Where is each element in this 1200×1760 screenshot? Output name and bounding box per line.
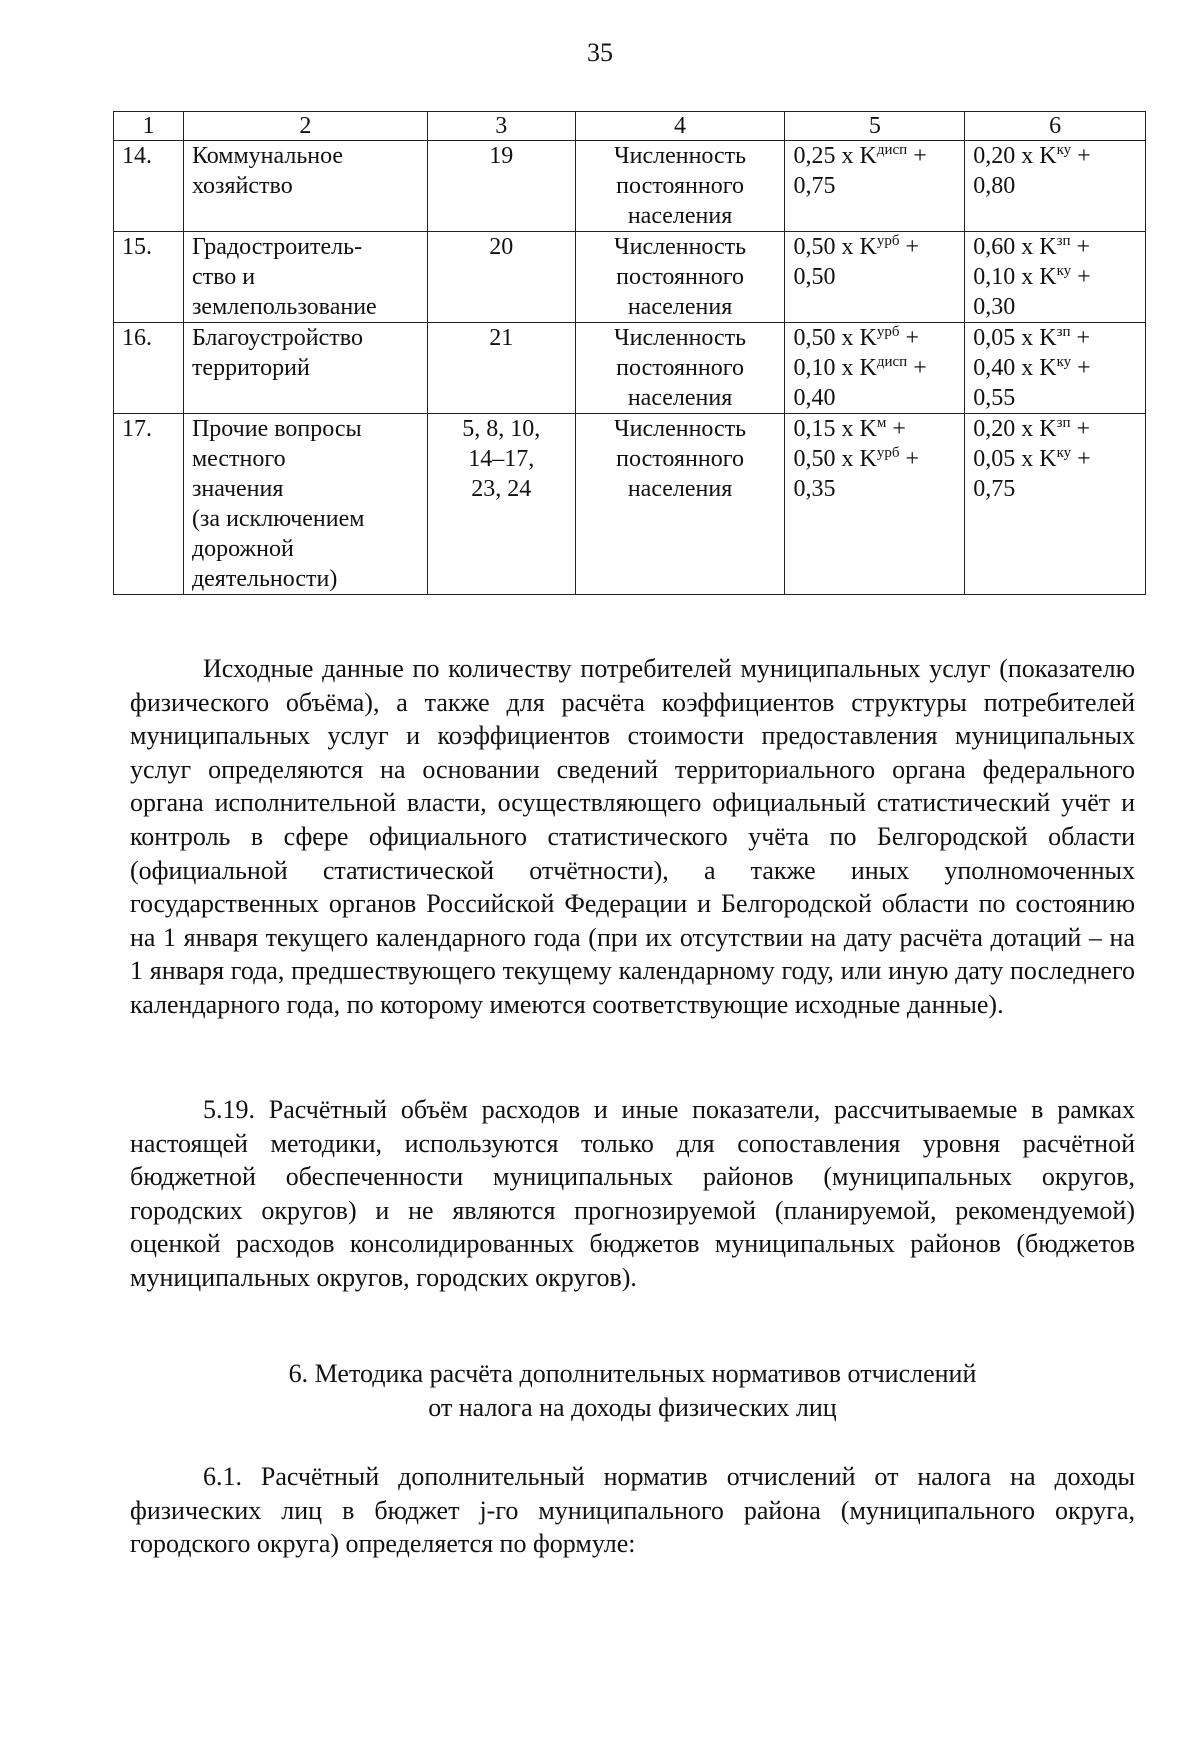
column-header: 4 <box>575 112 785 141</box>
formula-line <box>793 232 956 262</box>
consumer-indicator: Численность постоянного населения <box>575 414 785 595</box>
row-number: 16. <box>114 323 184 414</box>
expense-item-name: Благоустройство территорий <box>183 323 427 414</box>
column-header: 6 <box>965 112 1146 141</box>
formula-line <box>793 474 956 504</box>
formula-line <box>973 383 1137 413</box>
formula-term: 0,10 x K <box>973 264 1057 290</box>
formula-term: 0,50 x K <box>793 234 877 260</box>
paragraph-5-19: 5.19. Расчётный объём расходов и иные показатели, рассчитываемые в рамках настоящей методики, используются только для сопоставления уровня расчётной бюджетной обеспеченности муниципальных районов (муниципальных округов, городских округов) и не являются прогнозируемой (планируемой, рекомендуемой) оценкой расходов консолидированных бюджетов муниципальных районов (бюджетов муниципальных округов, городских округов). <box>130 1095 1135 1292</box>
table-header-row <box>114 112 1146 141</box>
formula-operator: + <box>886 416 906 442</box>
formula-line <box>973 474 1137 504</box>
coefficient-index: урб <box>876 233 900 249</box>
formula-term: 0,40 x K <box>973 355 1057 381</box>
row-number: 15. <box>114 232 184 323</box>
paragraph-6-1: 6.1. Расчётный дополнительный норматив отчислений от налога на доходы физических лиц в бюджет j-го муниципального района (муниципального округа, городского округа) определяется по формуле: <box>130 1462 1135 1559</box>
cost-coefficient-formula <box>785 232 965 323</box>
formula-line <box>973 414 1137 444</box>
section-heading-line: от налога на доходы физических лиц <box>428 1393 837 1422</box>
formula-line <box>793 383 956 413</box>
formula-line <box>973 323 1137 353</box>
structure-coefficient-formula <box>965 414 1146 595</box>
item-codes: 5, 8, 10, 14–17, 23, 24 <box>427 414 575 595</box>
structure-coefficient-formula <box>965 232 1146 323</box>
formula-line <box>973 353 1137 383</box>
expense-item-name: Коммунальное хозяйство <box>183 141 427 232</box>
consumer-indicator: Численность постоянного населения <box>575 141 785 232</box>
column-header: 1 <box>114 112 184 141</box>
formula-term: 0,35 <box>793 476 836 502</box>
formula-line <box>793 171 956 201</box>
coefficient-index: ку <box>1056 445 1072 461</box>
formula-line <box>793 323 956 353</box>
consumer-indicator: Численность постоянного населения <box>575 323 785 414</box>
formula-line <box>973 262 1137 292</box>
formula-term: 0,15 x K <box>793 416 877 442</box>
formula-line <box>973 444 1137 474</box>
formula-line <box>973 141 1137 171</box>
structure-coefficient-formula <box>965 323 1146 414</box>
formula-term: 0,50 <box>793 264 836 290</box>
formula-term: 0,80 <box>973 173 1016 199</box>
coefficient-index: зп <box>1056 324 1071 340</box>
item-codes: 20 <box>427 232 575 323</box>
coefficient-index: м <box>876 415 887 431</box>
formula-operator: + <box>899 234 920 260</box>
formula-term: 0,50 x K <box>793 446 877 472</box>
formula-term: 0,25 x K <box>793 143 877 169</box>
formula-term: 0,05 x K <box>973 446 1057 472</box>
coefficient-index: урб <box>876 324 900 340</box>
formula-line <box>973 171 1137 201</box>
formula-term: 0,75 <box>793 173 836 199</box>
formula-term: 0,60 x K <box>973 234 1057 260</box>
section-6-heading <box>130 1357 1135 1425</box>
coefficient-index: зп <box>1056 233 1071 249</box>
formula-term: 0,20 x K <box>973 416 1057 442</box>
formula-operator: + <box>1071 143 1091 169</box>
formula-operator: + <box>1071 264 1091 290</box>
formula-term: 0,20 x K <box>973 143 1057 169</box>
table-row <box>114 232 1146 323</box>
row-number: 14. <box>114 141 184 232</box>
coefficient-index: ку <box>1056 354 1072 370</box>
formula-term: 0,40 <box>793 385 836 411</box>
section-heading-line: 6. Методика расчёта дополнительных нормативов отчислений <box>288 1359 977 1388</box>
formula-operator: + <box>1071 355 1091 381</box>
structure-coefficient-formula <box>965 141 1146 232</box>
formula-term: 0,75 <box>973 476 1016 502</box>
cost-coefficient-formula <box>785 323 965 414</box>
formula-line <box>973 292 1137 322</box>
expense-coefficients-table <box>113 111 1146 595</box>
item-codes: 19 <box>427 141 575 232</box>
paragraph-source-data: Исходные данные по количеству потребителей муниципальных услуг (показателю физического объёма), а также для расчёта коэффициентов структуры потребителей муниципальных услуг и коэффициентов стоимости предоставления муниципальных услуг определяются на основании сведений территориального органа федерального органа исполнительной власти, осуществляющего официальный статистический учёт и контроль в сфере официального статистического учёта по Белгородской области (официальной статистической отчётности), а также иных уполномоченных государственных органов Российской Федерации и Белгородской области по состоянию на 1 января текущего календарного года (при их отсутствии на дату расчёта дотаций – на 1 января года, предшествующего текущему календарному году, или иную дату последнего календарного года, по которому имеются соответствующие исходные данные). <box>130 654 1135 1019</box>
formula-line <box>793 262 956 292</box>
formula-line <box>793 353 956 383</box>
formula-operator: + <box>907 143 927 169</box>
formula-operator: + <box>907 355 927 381</box>
formula-line <box>793 414 956 444</box>
formula-line <box>973 232 1137 262</box>
formula-term: 0,10 x K <box>793 355 877 381</box>
formula-term: 0,05 x K <box>973 325 1057 351</box>
formula-term: 0,55 <box>973 385 1016 411</box>
formula-operator: + <box>899 325 920 351</box>
formula-operator: + <box>1070 325 1091 351</box>
expense-item-name: Прочие вопросы местного значения (за исключением дорожной деятельности) <box>183 414 427 595</box>
coefficient-index: дисп <box>876 142 908 158</box>
formula-operator: + <box>1070 416 1091 442</box>
page-number: 35 <box>587 38 613 67</box>
cost-coefficient-formula <box>785 414 965 595</box>
formula-operator: + <box>1071 446 1091 472</box>
coefficient-index: урб <box>876 445 900 461</box>
formula-operator: + <box>1070 234 1091 260</box>
coefficient-index: дисп <box>876 354 908 370</box>
consumer-indicator: Численность постоянного населения <box>575 232 785 323</box>
row-number: 17. <box>114 414 184 595</box>
formula-operator: + <box>899 446 920 472</box>
item-codes: 21 <box>427 323 575 414</box>
column-header: 3 <box>427 112 575 141</box>
expense-item-name: Градостроитель- ство и землепользование <box>183 232 427 323</box>
formula-term: 0,30 <box>973 294 1016 320</box>
table-row <box>114 141 1146 232</box>
formula-line <box>793 444 956 474</box>
column-header: 2 <box>183 112 427 141</box>
table-row <box>114 323 1146 414</box>
coefficient-index: ку <box>1056 263 1072 279</box>
coefficient-index: ку <box>1056 142 1072 158</box>
cost-coefficient-formula <box>785 141 965 232</box>
formula-term: 0,50 x K <box>793 325 877 351</box>
table-row <box>114 414 1146 595</box>
formula-line <box>793 141 956 171</box>
coefficient-index: зп <box>1056 415 1071 431</box>
column-header: 5 <box>785 112 965 141</box>
